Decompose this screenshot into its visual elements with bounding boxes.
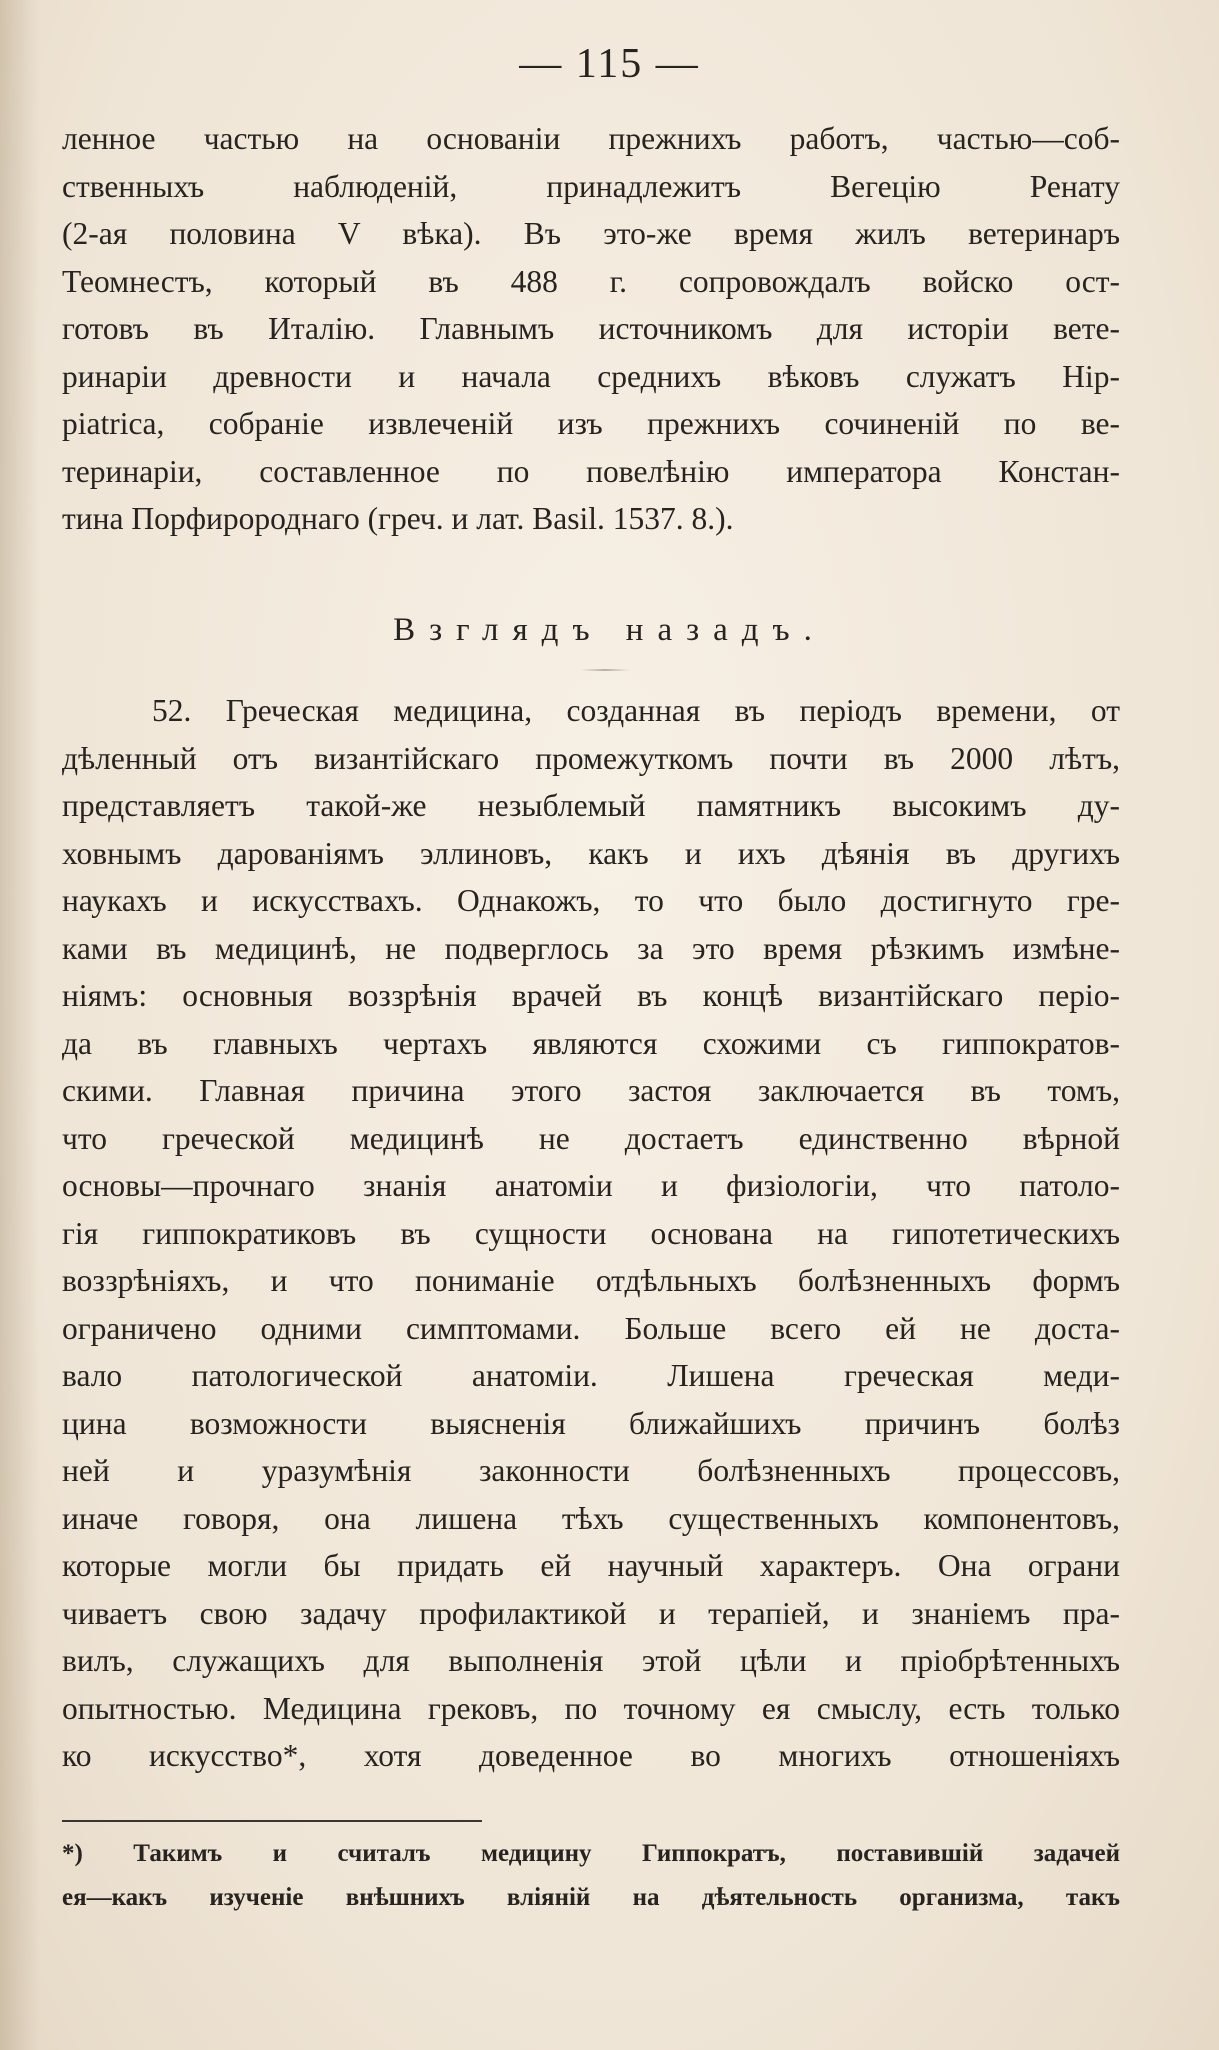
text-line: иначе говоря, она лишена тѣхъ существенныхъ компонентовъ, bbox=[62, 1500, 1120, 1536]
text-line: ней и уразумѣнія законности болѣзненныхъ процессовъ, bbox=[62, 1453, 1120, 1488]
text-line: что греческой медицинѣ не достаетъ единственно вѣрной bbox=[62, 1120, 1120, 1156]
footnote-line: ея—какъ изученіе внѣшнихъ вліяній на дѣятельность организма, такъ bbox=[62, 1884, 1120, 1911]
text-line: ленное частью на основаніи прежнихъ работъ, частью—соб- bbox=[62, 121, 1120, 156]
text-line: piatrica, собраніе извлеченій изъ прежнихъ сочиненій по ве- bbox=[62, 406, 1120, 441]
text-line: опытностью. Медицина грековъ, по точному ея смыслу, есть только bbox=[62, 1690, 1120, 1726]
text-line: ринаріи древности и начала среднихъ вѣковъ служатъ Hip- bbox=[62, 358, 1120, 394]
text-line: представляетъ такой-же незыблемый памятникъ высокимъ ду- bbox=[62, 788, 1120, 823]
section-heading: Взглядъ назадъ. bbox=[393, 612, 826, 648]
intro-text bbox=[62, 115, 1120, 543]
text-line: да въ главныхъ чертахъ являются схожими съ гиппократов- bbox=[62, 1025, 1120, 1061]
footnote bbox=[62, 1832, 1120, 1920]
text-line: дѣленный отъ византійскаго промежуткомъ почти въ 2000 лѣтъ, bbox=[62, 740, 1120, 776]
text-line: ками въ медицинѣ, не подверглось за это время рѣзкимъ измѣне- bbox=[62, 930, 1120, 966]
text-line: чиваетъ свою задачу профилактикой и терапіей, и знаніемъ пра- bbox=[62, 1595, 1120, 1631]
text-line: тина Порфиророднаго (греч. и лат. Basil. 1537. 8.). bbox=[62, 501, 734, 536]
text-line: цина возможности выясненія ближайшихъ причинъ болѣз bbox=[62, 1405, 1120, 1441]
text-line: которые могли бы придать ей научный характеръ. Она ограни bbox=[62, 1548, 1120, 1583]
text-line: основы—прочнаго знанія анатоміи и физіологіи, что патоло- bbox=[62, 1168, 1120, 1203]
text-line: ніямъ: основныя воззрѣнія врачей въ концѣ византійскаго перiо- bbox=[62, 978, 1120, 1013]
text-line: вилъ, служащихъ для выполненія этой цѣли и пріобрѣтенныхъ bbox=[62, 1643, 1120, 1678]
text-line: ственныхъ наблюденій, принадлежитъ Вегецію Ренату bbox=[62, 168, 1120, 204]
text-line: ховнымъ дарованіямъ эллиновъ, какъ и ихъ дѣянія въ другихъ bbox=[62, 835, 1120, 871]
text-line: скими. Главная причина этого застоя заключается въ томъ, bbox=[62, 1073, 1120, 1108]
main-paragraph bbox=[62, 687, 1120, 1780]
footnote-line: *) Такимъ и считалъ медицину Гиппократъ, поставившій задачей bbox=[62, 1840, 1120, 1867]
text-line: ко искусство*, хотя доведенное во многихъ отношеніяхъ bbox=[62, 1738, 1120, 1773]
text-line: 52. Греческая медицина, созданная въ періодъ времени, от bbox=[152, 693, 1120, 728]
page-number: — 115 — bbox=[519, 41, 700, 87]
spine-shadow bbox=[0, 0, 40, 2050]
text-line: теринаріи, составленное по повелѣнію императора Констан- bbox=[62, 453, 1120, 489]
text-line: Теомнестъ, который въ 488 г. сопровождалъ войско ост- bbox=[62, 263, 1120, 299]
text-line: ограничено одними симптомами. Больше всего ей не доста- bbox=[62, 1310, 1120, 1346]
heading-ornament bbox=[580, 669, 630, 671]
text-line: наукахъ и искусствахъ. Однакожъ, то что было достигнуто гре- bbox=[62, 883, 1120, 918]
footnote-divider bbox=[62, 1820, 482, 1822]
text-line: вало патологической анатоміи. Лишена греческая меди- bbox=[62, 1358, 1120, 1393]
text-line: воззрѣніяхъ, и что пониманіе отдѣльныхъ болѣзненныхъ формъ bbox=[62, 1263, 1120, 1298]
text-line: готовъ въ Италію. Главнымъ источникомъ для исторіи вете- bbox=[62, 311, 1120, 346]
text-line: гія гиппократиковъ въ сущности основана на гипотетическихъ bbox=[62, 1215, 1120, 1251]
text-line: (2-ая половина V вѣка). Въ это-же время жилъ ветеринаръ bbox=[62, 216, 1120, 251]
